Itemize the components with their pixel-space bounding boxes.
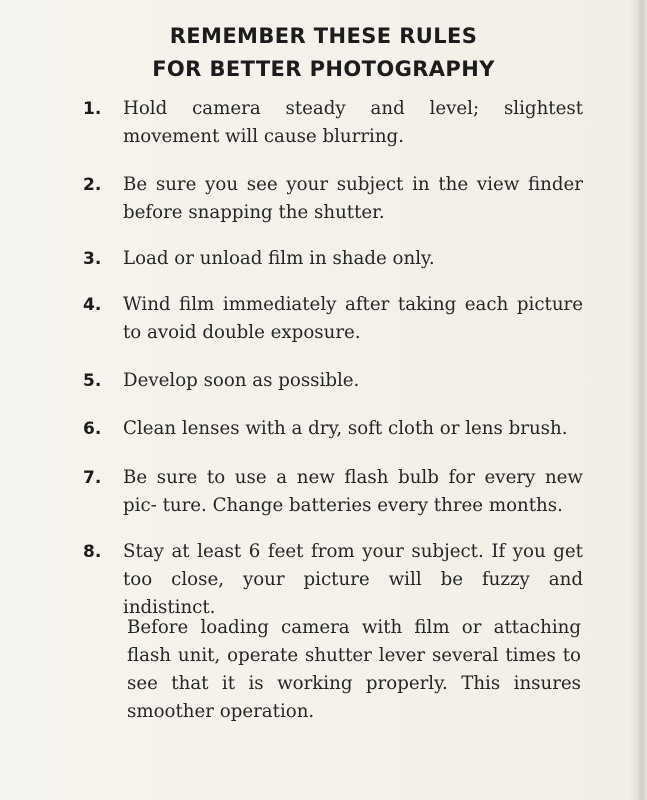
rule-text: Be sure you see your subject in the view finder before snapping the shutter. <box>123 174 583 223</box>
rule-item-5 <box>83 367 583 395</box>
rule-text: Load or unload film in shade only. <box>123 248 435 269</box>
rule-number: 4. <box>83 295 102 315</box>
rule-item-4 <box>83 291 583 347</box>
rule-item-7 <box>83 464 583 520</box>
page-title <box>0 20 647 86</box>
rule-text: Clean lenses with a dry, soft cloth or lens brush. <box>123 418 568 439</box>
rule-text: Hold camera steady and level; slightest movement will cause blurring. <box>123 98 583 147</box>
rule-number: 7. <box>83 468 102 488</box>
rule-item-8 <box>83 538 583 622</box>
title-line-2: FOR BETTER PHOTOGRAPHY <box>152 57 495 81</box>
rule-number: 5. <box>83 371 102 391</box>
rule-item-6 <box>83 415 583 443</box>
rule-number: 8. <box>83 542 102 562</box>
rule-number: 2. <box>83 175 102 195</box>
rule-text: Be sure to use a new flash bulb for every new pic- ture. Change batteries every three months. <box>123 467 583 516</box>
rule-number: 1. <box>83 99 102 119</box>
closing-note: Before loading camera with film or attaching flash unit, operate shutter lever several times to see that it is working properly. This insures smoother operation. <box>127 617 581 722</box>
rule-text: Develop soon as possible. <box>123 370 360 391</box>
rule-item-2 <box>83 171 583 227</box>
title-line-1: REMEMBER THESE RULES <box>169 24 478 48</box>
rule-number: 6. <box>83 419 102 439</box>
rule-text: Wind film immediately after taking each picture to avoid double exposure. <box>123 294 583 343</box>
rule-number: 3. <box>83 249 102 269</box>
rule-text: Stay at least 6 feet from your subject. If you get too close, your picture will be fuzzy and indistinct. <box>123 541 583 618</box>
page-edge-shadow <box>629 0 647 800</box>
rule-item-1 <box>83 95 583 151</box>
rule-item-3 <box>83 245 583 273</box>
